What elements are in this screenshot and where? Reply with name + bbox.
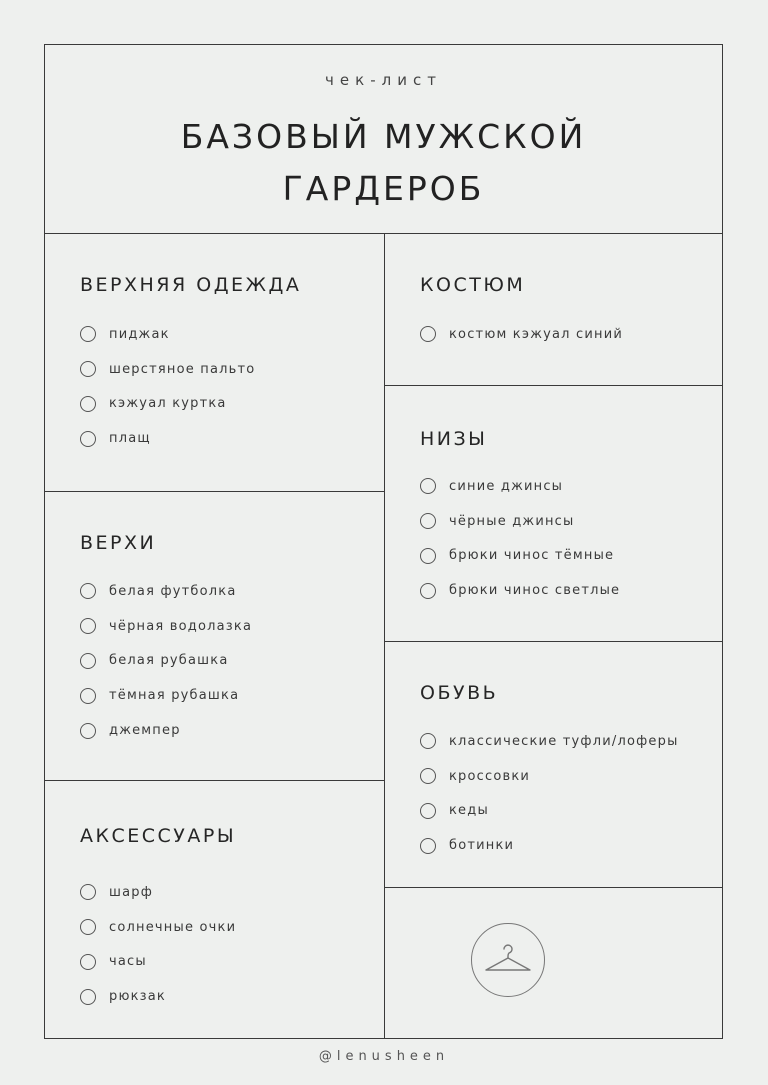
circle-checkbox-icon[interactable]: [80, 653, 96, 669]
checklist: [420, 469, 620, 608]
circle-checkbox-icon[interactable]: [80, 618, 96, 634]
footer-handle: @lenusheen: [318, 1049, 450, 1064]
checklist: [420, 317, 623, 352]
circle-checkbox-icon[interactable]: [80, 326, 96, 342]
circle-checkbox-icon[interactable]: [80, 688, 96, 704]
checklist-item[interactable]: [80, 609, 252, 644]
section-title: ОБУВЬ: [420, 682, 499, 704]
checklist-item-label: брюки чинос тёмные: [449, 548, 615, 564]
checklist-item-label: джемпер: [109, 723, 181, 739]
circle-checkbox-icon[interactable]: [80, 989, 96, 1005]
checklist-item-label: рюкзак: [109, 989, 166, 1005]
section-title: АКСЕССУАРЫ: [80, 825, 237, 847]
checklist-item-label: брюки чинос светлые: [449, 583, 621, 599]
checklist-item-label: кеды: [449, 803, 489, 819]
hanger-badge: [471, 923, 545, 997]
section-title: КОСТЮМ: [420, 274, 526, 296]
circle-checkbox-icon[interactable]: [80, 884, 96, 900]
section-title: ВЕРХИ: [80, 532, 157, 554]
checklist-item[interactable]: [80, 317, 255, 352]
section-accessories: [45, 781, 385, 1038]
circle-checkbox-icon[interactable]: [80, 723, 96, 739]
checklist-item-label: шерстяное пальто: [109, 361, 256, 377]
checklist: [80, 574, 252, 748]
checklist-sheet: [44, 44, 723, 1039]
checklist-item-label: часы: [109, 954, 147, 970]
checklist-item-label: шарф: [109, 884, 154, 900]
page-title: [45, 111, 722, 215]
circle-checkbox-icon[interactable]: [80, 361, 96, 377]
section-shoes: [385, 642, 722, 888]
checklist-item[interactable]: [80, 910, 236, 945]
checklist-item[interactable]: [80, 678, 252, 713]
checklist-item[interactable]: [80, 574, 252, 609]
circle-checkbox-icon[interactable]: [80, 954, 96, 970]
checklist-item[interactable]: [420, 317, 623, 352]
checklist-item-label: солнечные очки: [109, 919, 237, 935]
checklist-item-label: пиджак: [109, 326, 170, 342]
checklist-item-label: белая футболка: [109, 583, 237, 599]
checklist-item[interactable]: [80, 945, 236, 980]
checklist-item[interactable]: [420, 828, 679, 863]
checklist-item[interactable]: [420, 794, 679, 829]
circle-checkbox-icon[interactable]: [420, 548, 436, 564]
checklist: [420, 724, 679, 863]
subtitle: чек-лист: [325, 71, 442, 89]
checklist-item-label: кэжуал куртка: [109, 396, 227, 412]
checklist-item[interactable]: [80, 387, 255, 422]
section-title: ВЕРХНЯЯ ОДЕЖДА: [80, 274, 302, 296]
checklist-item[interactable]: [80, 979, 236, 1014]
checklist-item[interactable]: [80, 644, 252, 679]
section-bottoms: [385, 386, 722, 642]
checklist-item-label: белая рубашка: [109, 653, 229, 669]
title-line-1: БАЗОВЫЙ МУЖСКОЙ: [180, 117, 587, 156]
title-line-2: ГАРДЕРОБ: [282, 169, 485, 208]
checklist-item-label: плащ: [109, 431, 151, 447]
checklist-item[interactable]: [80, 713, 252, 748]
checklist-item-label: костюм кэжуал синий: [449, 326, 624, 342]
circle-checkbox-icon[interactable]: [80, 583, 96, 599]
circle-checkbox-icon[interactable]: [420, 326, 436, 342]
checklist-item[interactable]: [80, 875, 236, 910]
section-suit: [385, 234, 722, 386]
checklist-item[interactable]: [420, 759, 679, 794]
logo-cell: [385, 888, 722, 1038]
circle-checkbox-icon[interactable]: [80, 431, 96, 447]
header: [45, 45, 722, 234]
checklist-item[interactable]: [80, 421, 255, 456]
checklist-item[interactable]: [420, 573, 620, 608]
checklist-item[interactable]: [420, 539, 620, 574]
checklist-item-label: чёрные джинсы: [449, 513, 575, 529]
checklist-item[interactable]: [80, 352, 255, 387]
checklist-item-label: чёрная водолазка: [109, 618, 253, 634]
checklist-item[interactable]: [420, 724, 679, 759]
checklist-item[interactable]: [420, 504, 620, 539]
section-outerwear: [45, 234, 385, 492]
checklist: [80, 317, 255, 456]
checklist-item-label: кроссовки: [449, 768, 531, 784]
section-title: НИЗЫ: [420, 428, 488, 450]
checklist-item-label: ботинки: [449, 838, 515, 854]
circle-checkbox-icon[interactable]: [80, 396, 96, 412]
circle-checkbox-icon[interactable]: [420, 838, 436, 854]
circle-checkbox-icon[interactable]: [80, 919, 96, 935]
checklist-item[interactable]: [420, 469, 620, 504]
circle-checkbox-icon[interactable]: [420, 478, 436, 494]
section-tops: [45, 492, 385, 781]
checklist-item-label: тёмная рубашка: [109, 688, 240, 704]
circle-checkbox-icon[interactable]: [420, 583, 436, 599]
circle-checkbox-icon[interactable]: [420, 768, 436, 784]
checklist-item-label: классические туфли/лоферы: [449, 733, 679, 749]
circle-checkbox-icon[interactable]: [420, 513, 436, 529]
circle-checkbox-icon[interactable]: [420, 733, 436, 749]
circle-checkbox-icon[interactable]: [420, 803, 436, 819]
checklist-item-label: синие джинсы: [449, 478, 564, 494]
checklist: [80, 875, 236, 1014]
hanger-icon: [472, 924, 544, 996]
